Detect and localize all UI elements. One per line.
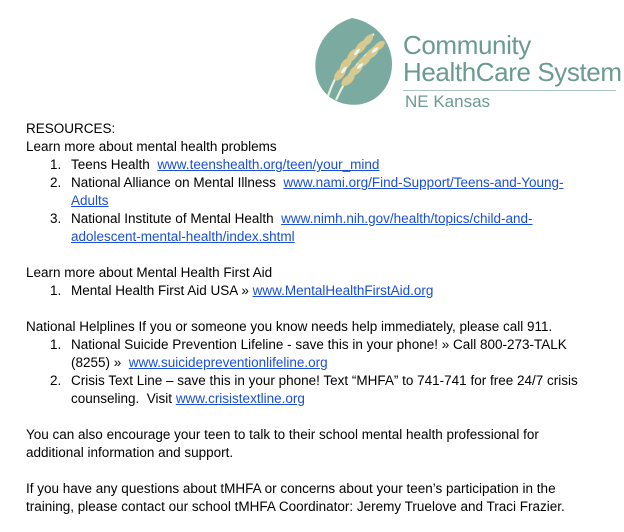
helpline-phone: (8255) »: [71, 355, 129, 370]
section-mental-health-intro: Learn more about mental health problems: [26, 139, 277, 154]
list-item: [26, 336, 616, 372]
spacer: [26, 246, 616, 264]
encourage-paragraph-line-1: You can also encourage your teen to talk to their school mental health professional for: [26, 427, 539, 442]
resource-name: Teens Health: [71, 157, 158, 172]
list-number: 3.: [50, 211, 62, 226]
helplines-list: [26, 336, 616, 408]
nimh-link-continued[interactable]: adolescent-mental-health/index.shtml: [71, 229, 295, 244]
spacer: [26, 462, 616, 480]
teens-health-link[interactable]: www.teenshealth.org/teen/your_mind: [157, 157, 380, 172]
list-number: 2.: [50, 373, 62, 388]
list-item: [26, 156, 616, 174]
list-item: [26, 372, 616, 408]
helpline-visit: counseling. Visit: [71, 391, 176, 406]
helpline-description: Crisis Text Line – save this in your phone! Text “MHFA” to 741-741 for free 24/7 crisis: [71, 373, 578, 388]
list-number: 1.: [50, 283, 62, 298]
list-number: 2.: [50, 175, 62, 190]
mental-health-resources-list: [26, 156, 616, 246]
section-helplines-intro: National Helplines If you or someone you know needs help immediately, please call 911.: [26, 319, 553, 334]
helpline-description: National Suicide Prevention Lifeline - save this in your phone! » Call 800-273-TALK: [71, 337, 567, 352]
list-item: [26, 174, 616, 210]
resource-name: Mental Health First Aid USA »: [71, 283, 253, 298]
contact-paragraph-line-1: If you have any questions about tMHFA or concerns about your teen’s participation in the: [26, 481, 556, 496]
list-number: 1.: [50, 337, 62, 352]
nimh-link[interactable]: www.nimh.nih.gov/health/topics/child-and-: [281, 211, 533, 226]
logo-region: NE Kansas: [405, 92, 491, 111]
contact-paragraph-line-2: training, please contact our school tMHFA Coordinator: Jeremy Truelove and Traci Frazier.: [26, 499, 565, 514]
wheat-leaf-emblem-icon: [306, 12, 398, 112]
organization-logo: [306, 12, 622, 117]
mhfa-link[interactable]: www.MentalHealthFirstAid.org: [252, 283, 434, 298]
list-item: [26, 210, 616, 246]
logo-divider: [403, 90, 616, 91]
nami-link[interactable]: www.nami.org/Find-Support/Teens-and-Young-: [283, 175, 564, 190]
resource-name: National Alliance on Mental Illness: [71, 175, 284, 190]
section-mhfa-intro: Learn more about Mental Health First Aid: [26, 265, 273, 280]
suicide-prevention-link[interactable]: www.suicidepreventionlifeline.org: [128, 355, 328, 370]
document-body: [26, 120, 616, 516]
crisis-text-line-link[interactable]: www.crisistextline.org: [175, 391, 305, 406]
list-item: [26, 282, 616, 300]
encourage-paragraph-line-2: additional information and support.: [26, 445, 234, 460]
logo-wordmark-line-1: Community: [403, 30, 531, 60]
spacer: [26, 408, 616, 426]
logo-wordmark-line-2: HealthCare System: [403, 57, 622, 87]
nami-link-continued[interactable]: Adults: [71, 193, 109, 208]
list-number: 1.: [50, 157, 62, 172]
spacer: [26, 300, 616, 318]
resource-name: National Institute of Mental Health: [71, 211, 282, 226]
mhfa-resources-list: [26, 282, 616, 300]
resources-heading: RESOURCES:: [26, 121, 116, 136]
